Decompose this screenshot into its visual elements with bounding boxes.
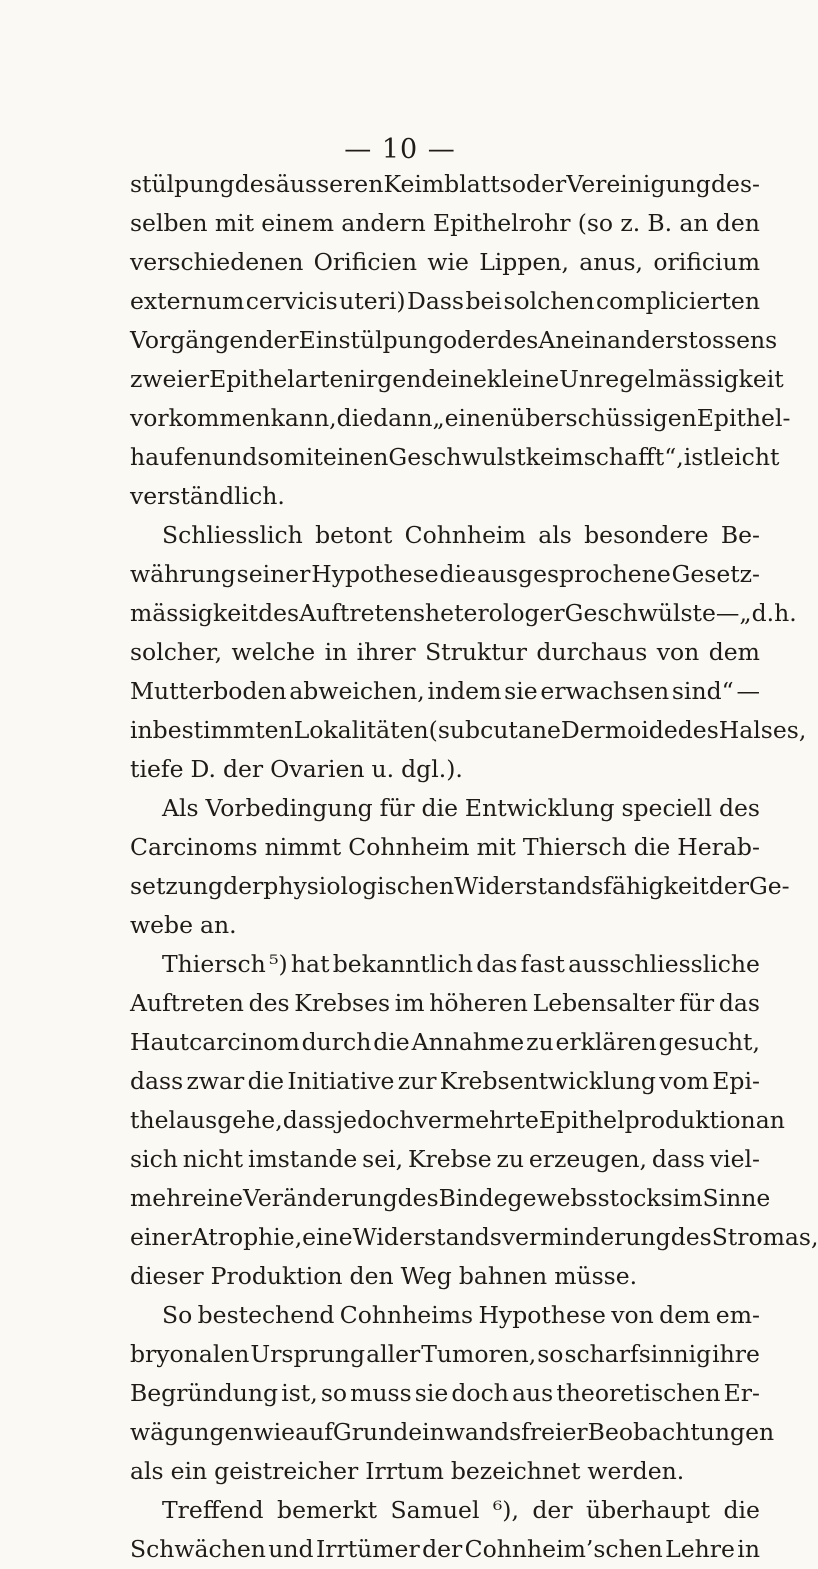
text-line: Schliesslich betont Cohnheim als besondere Be-: [162, 521, 760, 549]
text-line: mehr eine Veränderung des Bindegewebsstocks im Sinne: [130, 1184, 771, 1212]
text-line: wägungen wie auf Grund einwandsfreier Beobachtungen: [130, 1418, 775, 1446]
text-line: externum cervicis uteri) Dass bei solchen complicierten: [130, 287, 760, 315]
text-line: thel ausgehe, dass jedoch vermehrte Epithelproduktion an: [130, 1106, 785, 1134]
page-number: — 10 —: [344, 134, 456, 165]
text-line: als ein geistreicher Irrtum bezeichnet werden.: [130, 1457, 685, 1485]
text-line: dieser Produktion den Weg bahnen müsse.: [130, 1262, 638, 1290]
text-line: Treffend bemerkt Samuel ⁶), der überhaupt die: [162, 1496, 760, 1524]
body-text: [130, 165, 818, 1569]
text-line: zweier Epithelarten irgend eine kleine Unregelmässigkeit: [130, 365, 784, 393]
text-line: einer Atrophie, eine Widerstandsverminderung des Stromas,: [130, 1223, 818, 1251]
text-line: mässigkeit des Auftretens heterologer Geschwülste — „d. h.: [130, 599, 797, 627]
text-line: verschiedenen Orificien wie Lippen, anus, orificium: [130, 248, 760, 276]
text-line: Als Vorbedingung für die Entwicklung speciell des: [162, 794, 760, 822]
text-line: sich nicht imstande sei, Krebse zu erzeugen, dass viel-: [130, 1145, 760, 1173]
text-line: solcher, welche in ihrer Struktur durchaus von dem: [130, 638, 760, 666]
text-line: Mutterboden abweichen, indem sie erwachsen sind“ —: [130, 677, 760, 705]
text-line: dass zwar die Initiative zur Krebsentwicklung vom Epi-: [130, 1067, 760, 1095]
text-line: vorkommen kann, die dann „einen überschüssigen Epithel-: [130, 404, 791, 432]
text-line: Begründung ist, so muss sie doch aus theoretischen Er-: [130, 1379, 760, 1407]
text-line: währung seiner Hypothese die ausgesprochene Gesetz-: [130, 560, 760, 588]
text-line: selben mit einem andern Epithelrohr (so z. B. an den: [130, 209, 760, 237]
text-line: Carcinoms nimmt Cohnheim mit Thiersch die Herab-: [130, 833, 760, 861]
text-line: setzung der physiologischen Widerstandsfähigkeit der Ge-: [130, 872, 790, 900]
text-line: in bestimmten Lokalitäten (subcutane Dermoide des Halses,: [130, 716, 807, 744]
text-line: bryonalen Ursprung aller Tumoren, so scharfsinnig ihre: [130, 1340, 760, 1368]
text-line: Vorgängen der Einstülpung oder des Aneinanderstossens: [130, 326, 778, 354]
text-line: stülpung des äusseren Keimblatts oder Vereinigung des-: [130, 170, 760, 198]
text-line: Thiersch ⁵) hat bekanntlich das fast ausschliessliche: [162, 950, 760, 978]
text-line: tiefe D. der Ovarien u. dgl.).: [130, 755, 463, 783]
text-line: Auftreten des Krebses im höheren Lebensalter für das: [130, 989, 760, 1017]
text-line: haufen und somit einen Geschwulstkeim schafft“, ist leicht: [130, 443, 780, 471]
text-line: verständlich.: [130, 482, 285, 510]
text-line: Hautcarcinom durch die Annahme zu erklären gesucht,: [130, 1028, 760, 1056]
text-line: webe an.: [130, 911, 237, 939]
text-line: Schwächen und Irrtümer der Cohnheim’schen Lehre in: [130, 1535, 760, 1563]
text-line: So bestechend Cohnheims Hypothese von dem em-: [162, 1301, 760, 1329]
